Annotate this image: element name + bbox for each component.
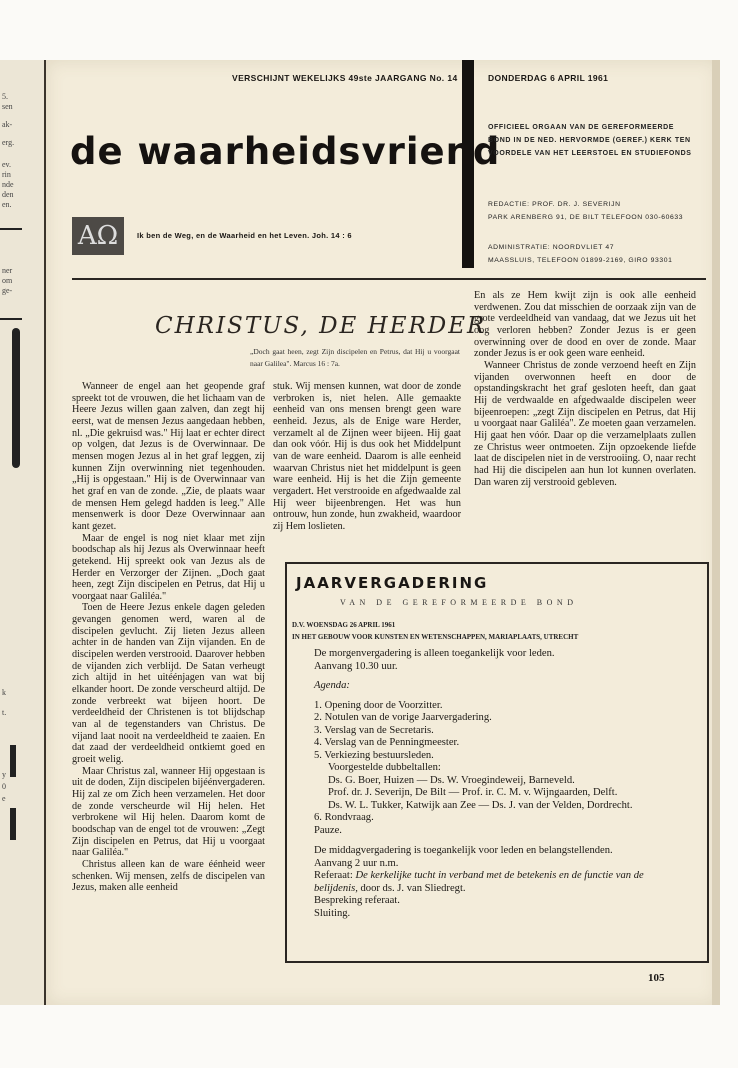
prev-fragment: om bbox=[2, 276, 13, 285]
agenda-item: 5. Verkiezing bestuursleden. bbox=[314, 749, 434, 761]
prev-fragment: ge- bbox=[2, 286, 13, 295]
prev-rule bbox=[0, 318, 22, 320]
article-paragraph: Maar Christus zal, wanneer Hij opgestaan is uit de doden, Zijn discipelen bijéénvergaderen. Hij zal ze om Zich heen verzamelen. Het door de zonde verscheurde wil Hij helen. Het verbrokene wil Hij helen. Daarom komt de boodschap van de engel tot de vrouwen: „Zegt Zijn discipelen en Petrus, dat Hij u voorgaat naar Galiléa." bbox=[72, 765, 265, 859]
alpha-omega-logo: AΩ bbox=[72, 217, 124, 255]
prev-fragment: ev. bbox=[2, 160, 12, 169]
notice-body bbox=[314, 648, 699, 920]
page-number: 105 bbox=[648, 972, 665, 984]
lecture-prefix: Referaat: bbox=[314, 870, 356, 881]
redactie-line: PARK ARENBERG 91, DE BILT TELEFOON 030-60633 bbox=[488, 214, 684, 221]
candidate-pair: Ds. W. L. Tukker, Katwijk aan Zee — Ds. J. van der Velden, Dordrecht. bbox=[328, 799, 633, 811]
masthead-title: de waarheidsvriend bbox=[70, 130, 501, 173]
administratie-line: MAASSLUIS, TELEFOON 01899-2169, GIRO 93301 bbox=[488, 257, 673, 264]
prev-fragment: y bbox=[2, 770, 6, 779]
article-paragraph: Christus alleen kan de ware éénheid weer schenken. Wij mensen, zelfs de discipelen van Jezus, maken alle eenheid bbox=[72, 858, 265, 894]
article-paragraph: Wanneer de engel aan het geopende graf spreekt tot de vrouwen, die het lichaam van de Heere Jezus willen gaan zalven, dan zegt hij eerst, wat de mensen Jezus aangedaan hebben, nl. „Die gekruisd was." Hij laat er echter direct op volgen, dat Jezus is de Overwinnaar. De mensen mogen Jezus al in het graf leggen, zij kunnen Zijn overwinning niet tegenhouden. „Hij is opgestaan." Hij is de Overwinnaar van het graf en van de zonde. „Zie, de plaats waar de mensen Hem gelegd hadden is leeg." Alle mensenwerk is door Deze Overwinnaar aan kant gezet. bbox=[72, 381, 265, 532]
agenda-item: 6. Rondvraag. bbox=[314, 812, 374, 823]
previous-page-edge bbox=[0, 60, 46, 1005]
prev-fragment: en. bbox=[2, 200, 12, 209]
morning-info: De morgenvergadering is alleen toegankelijk voor leden. bbox=[314, 648, 555, 659]
organ-description bbox=[488, 121, 692, 160]
prev-fragment: e bbox=[2, 794, 6, 803]
prev-fragment: k bbox=[2, 688, 6, 697]
agenda-item: 4. Verslag van de Penningmeester. bbox=[314, 737, 460, 748]
prev-fragment: ak- bbox=[2, 120, 13, 129]
article-paragraph: Toen de Heere Jezus enkele dagen geleden gevangen genomen werd, waren al de discipelen gevlucht. Zij lieten Jezus alleen achter in de handen van Zijn vijanden. En de discipelen werden verstrooid. Daarover hebben de vijanden zich verblijd. De Satan verheugt zich altijd in het uitéénjagen van wat bij elkander hoort. De zonde verscheurd altijd. De zonde verbreekt wat bijeen hoort. De verdeeldheid der Christenen is tot blijdschap van al de tegenstanders van Christus. De vijand laat nooit na verdeeldheid te zaaien. En dat zaad der verdeeldheid ontkiemt goed en groeit welig. bbox=[72, 602, 265, 765]
header-rule bbox=[72, 278, 706, 280]
afternoon-info: De middagvergadering is toegankelijk voor leden en belangstellenden. bbox=[314, 845, 613, 856]
discussion: Bespreking referaat. bbox=[314, 895, 400, 906]
article-quote: „Doch gaat heen, zegt Zijn discipelen en Petrus, dat Hij u voorgaat naar Galilea". Marcus 16 : 7a. bbox=[250, 347, 460, 368]
pause: Pauze. bbox=[314, 824, 342, 836]
prev-fragment: sen bbox=[2, 102, 13, 111]
closing: Sluiting. bbox=[314, 907, 351, 919]
page-right-edge bbox=[712, 60, 720, 1005]
issue-line: VERSCHIJNT WEKELIJKS 49ste JAARGANG No. 14 bbox=[232, 73, 458, 83]
prev-fragment: t. bbox=[2, 708, 7, 717]
notice-date-place bbox=[292, 619, 578, 643]
prev-fragment: erg. bbox=[2, 138, 15, 147]
article-paragraph: Maar de engel is nog niet klaar met zijn boodschap als hij Jezus als Overwinnaar heeft getekend. Hij spreekt ook van Jezus als de Herder en Verzorger der Zijnen. „Doch gaat heen, zegt Zijn discipelen en Petrus, dat Hij u voorgaat naar Galiléa." bbox=[72, 532, 265, 602]
article-column-2 bbox=[273, 381, 461, 533]
organ-line: BOND IN DE NED. HERVORMDE (GEREF.) KERK TEN bbox=[488, 137, 691, 144]
prev-box-edge bbox=[12, 328, 20, 468]
prev-fragment: nde bbox=[2, 180, 14, 189]
article-paragraph: En als ze Hem kwijt zijn is ook alle eenheid verdwenen. Zou dat misschien de oorzaak zijn van de grote verdeeldheid van vandaag, dat we Jezus uit het oog verloren hebben? Zonder Jezus is er geen overwinning over de dood en over de zonde. Maar zonder Jezus is er ook geen ware eenheid. bbox=[474, 290, 696, 360]
prev-fragment: 5. bbox=[2, 92, 8, 101]
prev-fragment: ner bbox=[2, 266, 13, 275]
issue-date: DONDERDAG 6 APRIL 1961 bbox=[488, 73, 609, 83]
article-column-1 bbox=[72, 381, 265, 894]
organ-line: OFFICIEEL ORGAAN VAN DE GEREFORMEERDE bbox=[488, 124, 675, 131]
redactie-info bbox=[488, 198, 683, 224]
notice-place: IN HET GEBOUW VOOR KUNSTEN EN WETENSCHAPPEN, MARIAPLAATS, UTRECHT bbox=[292, 633, 579, 641]
morning-start: Aanvang 10.30 uur. bbox=[314, 660, 398, 672]
agenda-item: 2. Notulen van de vorige Jaarvergadering. bbox=[314, 712, 492, 723]
prev-fragment: rin bbox=[2, 170, 11, 179]
redactie-line: REDACTIE: PROF. DR. J. SEVERIJN bbox=[488, 201, 621, 208]
afternoon-start: Aanvang 2 uur n.m. bbox=[314, 857, 399, 869]
candidate-pair: Ds. G. Boer, Huizen — Ds. W. Vroegindeweij, Barneveld. bbox=[328, 774, 575, 786]
notice-title: JAARVERGADERING bbox=[296, 574, 489, 592]
candidate-pair: Prof. dr. J. Severijn, De Bilt — Prof. ir. C. M. v. Wijngaarden, Delft. bbox=[328, 787, 618, 798]
prev-rule bbox=[0, 228, 22, 230]
notice-date: D.V. WOENSDAG 26 APRIL 1961 bbox=[292, 621, 396, 629]
prev-fragment: den bbox=[2, 190, 14, 199]
motto: Ik ben de Weg, en de Waarheid en het Leven. Joh. 14 : 6 bbox=[137, 231, 352, 240]
lecture bbox=[314, 870, 654, 895]
prev-bar bbox=[10, 808, 16, 840]
agenda-item: 1. Opening door de Voorzitter. bbox=[314, 699, 443, 711]
prev-fragment: 0 bbox=[2, 782, 6, 791]
notice-subtitle: VAN DE GEREFORMEERDE BOND bbox=[340, 598, 578, 607]
administratie-info bbox=[488, 241, 673, 267]
lecture-title: De kerkelijke tucht in verband met de betekenis en de functie van de belijdenis, bbox=[314, 870, 644, 894]
prev-bar bbox=[10, 745, 16, 777]
organ-line: VOORDELE VAN HET LEERSTOEL EN STUDIEFONDS bbox=[488, 150, 692, 157]
agenda-label: Agenda: bbox=[314, 680, 350, 691]
article-column-3 bbox=[474, 290, 696, 488]
article-title: CHRISTUS, DE HERDER bbox=[155, 313, 487, 339]
agenda-item: 3. Verslag van de Secretaris. bbox=[314, 724, 434, 736]
article-paragraph: stuk. Wij mensen kunnen, wat door de zonde verbroken is, niet helen. Alle gemaakte eenheid van ons mensen brengt geen ware eenheid. Jezus, als de Enige ware Herder, verzamelt al de Zijnen weer bijeen. Hij gaat dan ook vóór. Hij is dus ook het Middelpunt van de ware eenheid. Daarom is alle eenheid waarvan Christus niet het middelpunt is geen ware eenheid. Hij is het die Zijn gemeente vergadert. Het verstrooide en afgedwaalde zal Hij weer bijeenbrengen. Het was hun ontrouw, hun zonde, hun zwakheid, waardoor zij Hem loslieten. bbox=[273, 381, 461, 532]
article-paragraph: Wanneer Christus de zonde verzoend heeft en Zijn vijanden overwonnen heeft en door de opstandingskracht het graf gesloten heeft, dan gaat Hij de verdwaalde en afgedwaalde discipelen weer bijeenroepen: „zegt Zijn discipelen en Petrus, dat Hij u voorgaat naar Galiléa". Ze moeten gaan verzamelen. Hij gaat hen vóór. Daar op die verzamelplaats zullen ze Christus weer ontmoeten. Zijn opzoekende liefde laat de discipelen niet in de verstrooiing. O, naar recht had Hij die discipelen aan hun lot kunnen overlaten. Dan waren zij verstrooid gebleven. bbox=[474, 359, 696, 488]
administratie-line: ADMINISTRATIE: NOORDVLIET 47 bbox=[488, 244, 615, 251]
lecture-speaker: door ds. J. van Sliedregt. bbox=[357, 882, 466, 894]
candidates-label: Voorgestelde dubbeltallen: bbox=[328, 762, 441, 773]
